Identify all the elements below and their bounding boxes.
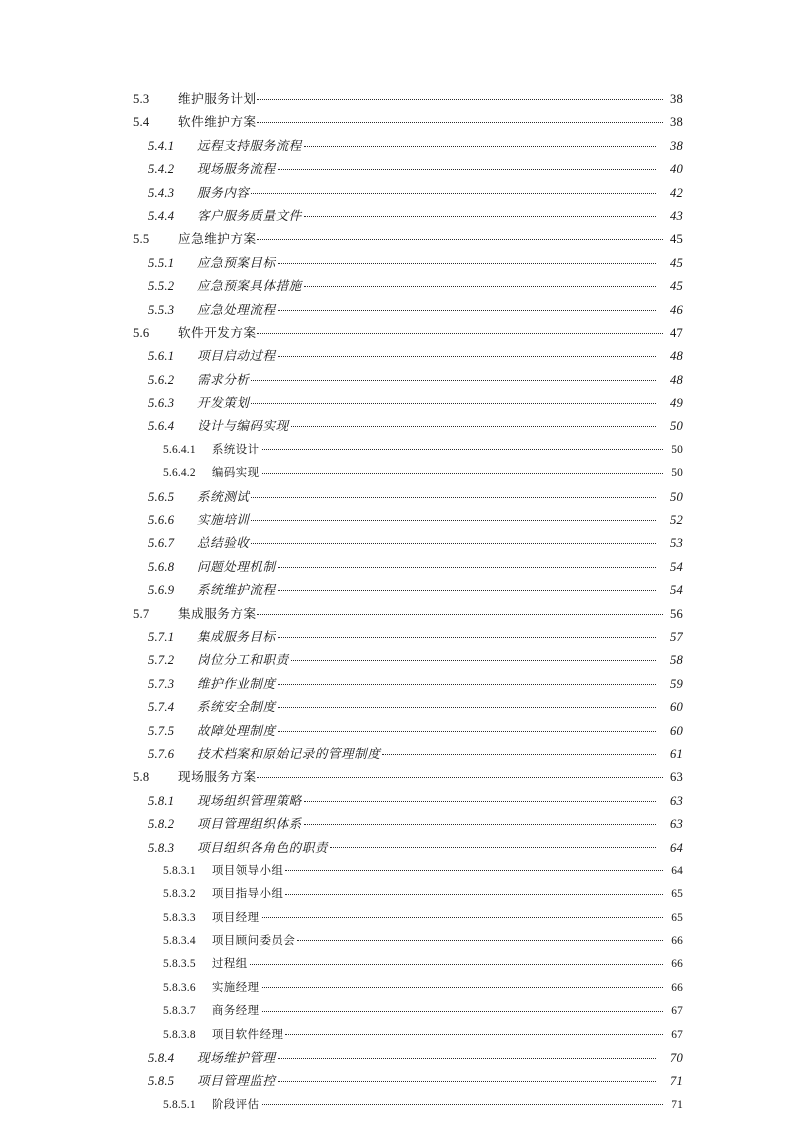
toc-entry-title: 项目顾问委员会 xyxy=(212,935,296,948)
toc-entry-title: 服务内容 xyxy=(197,185,250,200)
toc-entry-page-number: 63 xyxy=(670,817,683,832)
toc-entry-number: 5.8.3.6 xyxy=(163,981,196,994)
toc-entry-page-number: 52 xyxy=(670,513,683,528)
toc-entry-title: 项目管理组织体系 xyxy=(197,817,302,832)
toc-entry-title: 项目启动过程 xyxy=(197,349,276,364)
toc-entry-number: 5.6.3 xyxy=(148,396,175,411)
toc-entry-page-number: 46 xyxy=(670,302,683,317)
toc-dot-leader xyxy=(257,90,663,103)
toc-entry[interactable] xyxy=(110,1094,683,1117)
toc-dot-leader xyxy=(382,745,656,758)
toc-entry-title: 过程组 xyxy=(212,958,248,971)
toc-entry-number: 5.8.5 xyxy=(148,1074,175,1089)
toc-entry-number: 5.5.1 xyxy=(148,255,175,270)
toc-entry-title: 技术档案和原始记录的管理制度 xyxy=(197,746,381,761)
toc-entry-number: 5.8 xyxy=(133,770,150,785)
toc-entry-number: 5.4.3 xyxy=(148,185,175,200)
toc-dot-leader xyxy=(257,231,663,244)
toc-entry[interactable] xyxy=(110,322,683,345)
toc-entry-page-number: 50 xyxy=(671,467,683,480)
toc-entry-page-number: 63 xyxy=(670,770,683,785)
toc-dot-leader xyxy=(262,979,663,990)
toc-entry[interactable] xyxy=(110,837,683,860)
toc-dot-leader xyxy=(251,371,656,384)
toc-entry-title: 商务经理 xyxy=(212,1005,260,1018)
toc-entry[interactable] xyxy=(110,1047,683,1070)
toc-entry-title: 系统测试 xyxy=(197,489,250,504)
toc-dot-leader xyxy=(262,909,663,920)
toc-dot-leader xyxy=(304,207,656,220)
toc-entry-page-number: 43 xyxy=(670,208,683,223)
toc-entry-number: 5.8.5.1 xyxy=(163,1098,196,1111)
toc-entry-number: 5.7.4 xyxy=(148,700,175,715)
toc-entry-title: 项目经理 xyxy=(212,911,260,924)
toc-entry-page-number: 71 xyxy=(670,1074,683,1089)
toc-entry-page-number: 40 xyxy=(670,162,683,177)
toc-entry-title: 软件开发方案 xyxy=(178,325,257,340)
toc-entry-page-number: 49 xyxy=(670,396,683,411)
toc-dot-leader xyxy=(257,324,663,337)
toc-entry-title: 项目软件经理 xyxy=(212,1028,284,1041)
toc-entry-page-number: 66 xyxy=(671,981,683,994)
toc-entry-page-number: 54 xyxy=(670,559,683,574)
toc-entry-title: 项目组织各角色的职责 xyxy=(197,840,328,855)
toc-dot-leader xyxy=(304,816,656,829)
toc-entry-title: 应急处理流程 xyxy=(197,302,276,317)
toc-entry-title: 系统维护流程 xyxy=(197,583,276,598)
toc-entry[interactable] xyxy=(110,486,683,509)
toc-entry[interactable] xyxy=(110,369,683,392)
toc-entry-title: 岗位分工和职责 xyxy=(197,653,289,668)
toc-entry[interactable] xyxy=(110,813,683,836)
toc-dot-leader xyxy=(278,254,656,267)
toc-entry-title: 现场维护管理 xyxy=(197,1051,276,1066)
toc-entry-number: 5.6.6 xyxy=(148,513,175,528)
toc-entry[interactable] xyxy=(110,953,683,976)
toc-entry[interactable] xyxy=(110,158,683,181)
toc-entry-page-number: 45 xyxy=(670,255,683,270)
toc-entry-page-number: 63 xyxy=(670,793,683,808)
toc-entry-number: 5.8.3.3 xyxy=(163,911,196,924)
toc-entry-page-number: 38 xyxy=(670,92,683,106)
toc-entry[interactable] xyxy=(110,345,683,368)
toc-entry-page-number: 66 xyxy=(671,935,683,948)
toc-entry-title: 实施培训 xyxy=(197,513,250,528)
toc-entry-title: 应急预案具体措施 xyxy=(197,279,302,294)
toc-entry-page-number: 65 xyxy=(671,888,683,901)
toc-dot-leader xyxy=(251,394,656,407)
toc-entry-number: 5.8.3.7 xyxy=(163,1005,196,1018)
toc-entry-title: 远程支持服务流程 xyxy=(197,138,302,153)
toc-entry-page-number: 64 xyxy=(670,840,683,855)
toc-entry-number: 5.8.3.5 xyxy=(163,958,196,971)
toc-dot-leader xyxy=(257,114,663,127)
toc-entry-title: 系统安全制度 xyxy=(197,700,276,715)
toc-entry[interactable] xyxy=(110,930,683,953)
toc-dot-leader xyxy=(304,792,656,805)
toc-entry[interactable] xyxy=(110,556,683,579)
toc-entry-number: 5.8.3.8 xyxy=(163,1028,196,1041)
toc-entry-title: 问题处理机制 xyxy=(197,559,276,574)
toc-entry[interactable] xyxy=(110,299,683,322)
toc-entry-number: 5.3 xyxy=(133,92,150,106)
toc-dot-leader xyxy=(278,1049,656,1062)
toc-entry-number: 5.4 xyxy=(133,115,150,130)
toc-entry[interactable] xyxy=(110,743,683,766)
toc-entry-number: 5.4.1 xyxy=(148,138,175,153)
toc-entry[interactable] xyxy=(110,111,683,134)
toc-entry-title: 集成服务目标 xyxy=(197,629,276,644)
toc-dot-leader xyxy=(285,886,663,897)
toc-entry-title: 现场服务流程 xyxy=(197,162,276,177)
toc-entry-page-number: 59 xyxy=(670,676,683,691)
toc-entry-number: 5.6.5 xyxy=(148,489,175,504)
toc-entry[interactable] xyxy=(110,603,683,626)
toc-entry-page-number: 38 xyxy=(670,115,683,130)
toc-entry-page-number: 47 xyxy=(670,325,683,340)
toc-entry-number: 5.6.4.2 xyxy=(163,467,196,480)
toc-entry[interactable] xyxy=(110,720,683,743)
toc-entry-number: 5.7.6 xyxy=(148,746,175,761)
toc-entry[interactable] xyxy=(110,626,683,649)
toc-dot-leader xyxy=(250,956,663,967)
toc-entry-title: 开发策划 xyxy=(197,396,250,411)
toc-entry-title: 现场服务方案 xyxy=(178,770,257,785)
toc-entry[interactable] xyxy=(110,88,683,111)
toc-entry-number: 5.7.1 xyxy=(148,629,175,644)
toc-entry-page-number: 67 xyxy=(671,1005,683,1018)
toc-entry-number: 5.8.4 xyxy=(148,1051,175,1066)
toc-dot-leader xyxy=(278,582,656,595)
toc-entry[interactable] xyxy=(110,135,683,158)
toc-entry[interactable] xyxy=(110,532,683,555)
toc-entry-number: 5.8.2 xyxy=(148,817,175,832)
toc-dot-leader xyxy=(251,184,656,197)
toc-dot-leader xyxy=(257,605,663,618)
toc-entry-title: 实施经理 xyxy=(212,981,260,994)
toc-entry[interactable] xyxy=(110,1070,683,1093)
toc-entry[interactable] xyxy=(110,977,683,1000)
toc-entry-page-number: 70 xyxy=(670,1051,683,1066)
toc-entry-title: 阶段评估 xyxy=(212,1098,260,1111)
toc-dot-leader xyxy=(257,769,663,782)
toc-dot-leader xyxy=(291,418,656,431)
toc-entry[interactable] xyxy=(110,1000,683,1023)
toc-entry-page-number: 58 xyxy=(670,653,683,668)
toc-entry-title: 维护服务计划 xyxy=(178,92,257,106)
toc-entry-page-number: 45 xyxy=(670,232,683,247)
toc-entry-number: 5.7.5 xyxy=(148,723,175,738)
toc-entry-page-number: 54 xyxy=(670,583,683,598)
toc-entry[interactable] xyxy=(110,696,683,719)
toc-dot-leader xyxy=(278,161,656,174)
toc-dot-leader xyxy=(285,1026,663,1037)
toc-entry-page-number: 42 xyxy=(670,185,683,200)
toc-dot-leader xyxy=(278,675,656,688)
toc-entry[interactable] xyxy=(110,462,683,485)
toc-dot-leader xyxy=(278,301,656,314)
toc-entry[interactable] xyxy=(110,766,683,789)
toc-dot-leader xyxy=(297,933,663,944)
toc-entry[interactable] xyxy=(110,182,683,205)
toc-entry-title: 集成服务方案 xyxy=(178,606,257,621)
toc-entry-title: 项目领导小组 xyxy=(212,864,284,877)
toc-entry-number: 5.8.3.2 xyxy=(163,888,196,901)
toc-entry[interactable] xyxy=(110,509,683,532)
toc-dot-leader xyxy=(262,441,663,452)
toc-dot-leader xyxy=(330,839,656,852)
toc-entry-page-number: 53 xyxy=(670,536,683,551)
toc-entry-title: 现场组织管理策略 xyxy=(197,793,302,808)
toc-entry-page-number: 48 xyxy=(670,372,683,387)
toc-dot-leader xyxy=(285,863,663,874)
toc-entry-page-number: 45 xyxy=(670,279,683,294)
toc-entry[interactable] xyxy=(110,392,683,415)
toc-entry-number: 5.6.4 xyxy=(148,419,175,434)
toc-entry[interactable] xyxy=(110,252,683,275)
toc-entry-number: 5.8.1 xyxy=(148,793,175,808)
toc-entry[interactable] xyxy=(110,275,683,298)
toc-entry[interactable] xyxy=(110,1024,683,1047)
toc-entry-number: 5.6 xyxy=(133,325,150,340)
toc-dot-leader xyxy=(291,652,656,665)
toc-entry-number: 5.6.4.1 xyxy=(163,443,196,456)
toc-entry[interactable] xyxy=(110,439,683,462)
toc-entry-number: 5.4.4 xyxy=(148,208,175,223)
toc-entry[interactable] xyxy=(110,673,683,696)
toc-entry-page-number: 65 xyxy=(671,911,683,924)
toc-entry-title: 软件维护方案 xyxy=(178,115,257,130)
toc-entry-page-number: 50 xyxy=(671,443,683,456)
toc-entry-page-number: 60 xyxy=(670,723,683,738)
toc-entry-number: 5.6.9 xyxy=(148,583,175,598)
toc-entry[interactable] xyxy=(110,649,683,672)
toc-entry-page-number: 48 xyxy=(670,349,683,364)
toc-entry-page-number: 66 xyxy=(671,958,683,971)
toc-entry-number: 5.7.3 xyxy=(148,676,175,691)
toc-entry-title: 设计与编码实现 xyxy=(197,419,289,434)
toc-entry-number: 5.7.2 xyxy=(148,653,175,668)
toc-dot-leader xyxy=(262,465,663,476)
toc-entry[interactable] xyxy=(110,205,683,228)
toc-dot-leader xyxy=(262,1096,663,1107)
toc-entry-title: 需求分析 xyxy=(197,372,250,387)
toc-entry-page-number: 57 xyxy=(670,629,683,644)
toc-dot-leader xyxy=(251,511,656,524)
toc-entry-page-number: 50 xyxy=(670,489,683,504)
toc-entry-number: 5.8.3.4 xyxy=(163,935,196,948)
toc-entry-page-number: 64 xyxy=(671,864,683,877)
toc-entry-page-number: 60 xyxy=(670,700,683,715)
toc-entry-number: 5.5.2 xyxy=(148,279,175,294)
toc-entry-title: 客户服务质量文件 xyxy=(197,208,302,223)
toc-entry-number: 5.6.1 xyxy=(148,349,175,364)
toc-entry[interactable] xyxy=(110,790,683,813)
toc-entry-title: 应急维护方案 xyxy=(178,232,257,247)
toc-entry-title: 总结验收 xyxy=(197,536,250,551)
toc-dot-leader xyxy=(251,488,656,501)
toc-dot-leader xyxy=(278,1073,656,1086)
toc-entry-title: 编码实现 xyxy=(212,467,260,480)
toc-entry[interactable] xyxy=(110,860,683,883)
toc-entry-page-number: 38 xyxy=(670,138,683,153)
toc-dot-leader xyxy=(278,722,656,735)
toc-entry-number: 5.8.3.1 xyxy=(163,864,196,877)
toc-entry[interactable] xyxy=(110,883,683,906)
toc-entry-title: 故障处理制度 xyxy=(197,723,276,738)
toc-entry[interactable] xyxy=(110,907,683,930)
toc-entry-title: 系统设计 xyxy=(212,443,260,456)
toc-entry-title: 项目管理监控 xyxy=(197,1074,276,1089)
toc-entry-number: 5.7 xyxy=(133,606,150,621)
toc-entry-number: 5.5 xyxy=(133,232,150,247)
toc-entry-title: 应急预案目标 xyxy=(197,255,276,270)
toc-entry-page-number: 71 xyxy=(671,1098,683,1111)
toc-entry-number: 5.8.3 xyxy=(148,840,175,855)
toc-entry-page-number: 56 xyxy=(670,606,683,621)
toc-entry[interactable] xyxy=(110,415,683,438)
toc-entry-title: 维护作业制度 xyxy=(197,676,276,691)
toc-entry[interactable] xyxy=(110,579,683,602)
toc-dot-leader xyxy=(278,699,656,712)
toc-entry-number: 5.6.7 xyxy=(148,536,175,551)
toc-dot-leader xyxy=(304,137,656,150)
toc-dot-leader xyxy=(304,278,656,291)
toc-entry-title: 项目指导小组 xyxy=(212,888,284,901)
toc-entry-number: 5.6.8 xyxy=(148,559,175,574)
toc-dot-leader xyxy=(278,628,656,641)
toc-entry-page-number: 67 xyxy=(671,1028,683,1041)
toc-entry-page-number: 61 xyxy=(670,746,683,761)
toc-dot-leader xyxy=(262,1003,663,1014)
toc-entry-number: 5.5.3 xyxy=(148,302,175,317)
toc-dot-leader xyxy=(251,535,656,548)
toc-dot-leader xyxy=(278,558,656,571)
toc-entry-number: 5.6.2 xyxy=(148,372,175,387)
toc-entry-number: 5.4.2 xyxy=(148,162,175,177)
toc-entry[interactable] xyxy=(110,228,683,251)
toc-entry-page-number: 50 xyxy=(670,419,683,434)
toc-dot-leader xyxy=(278,348,656,361)
